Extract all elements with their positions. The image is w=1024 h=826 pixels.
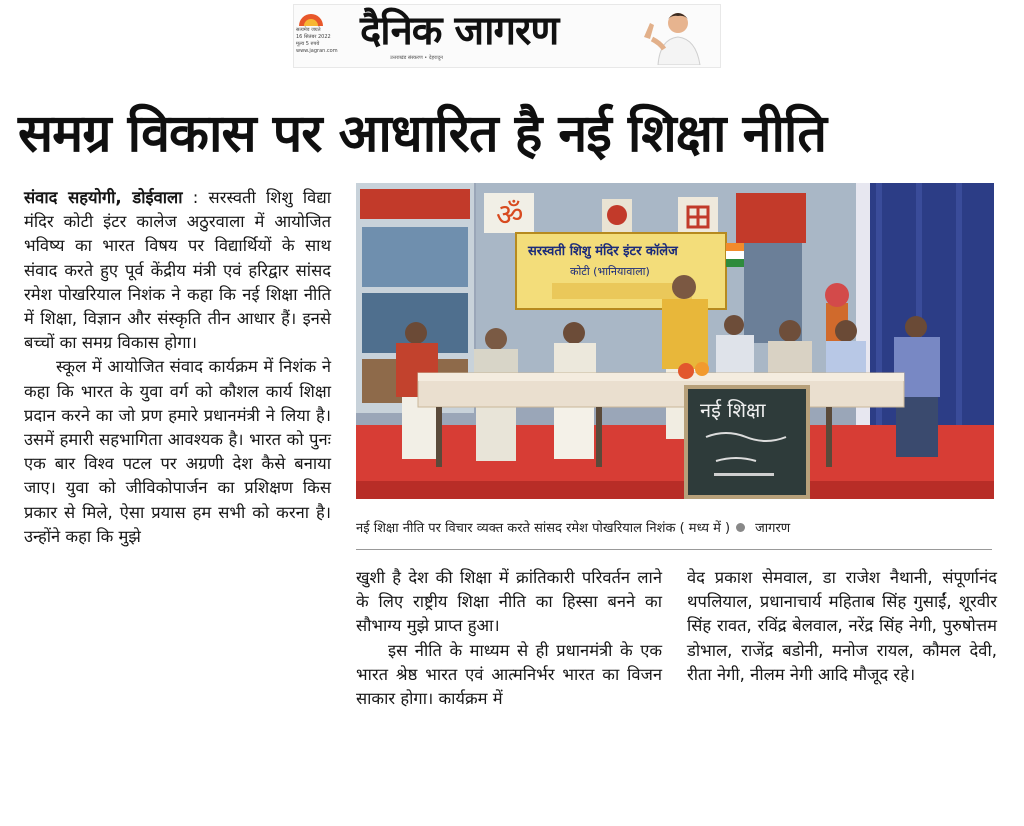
article-column-right bbox=[687, 566, 997, 687]
article-paragraph: वेद प्रकाश सेमवाल, डा राजेश नैथानी, संपूर्णानंद थपलियाल, प्रधानाचार्य महिताब सिंह गुसाईं, शूरवीर सिंह रावत, रविंद्र बेलवाल, नरेंद्र सिंह नेगी, पुरुषोत्तम डोभाल, राजेंद्र बडोनी, मनोज रायल, कौमल देवी, रीता नेगी, नीलम नेगी आदि मौजूद रहे। bbox=[687, 568, 997, 684]
sun-logo-icon bbox=[296, 11, 326, 27]
masthead bbox=[293, 4, 721, 68]
banner-subtitle: कोटी (भानियावाला) bbox=[570, 265, 650, 278]
mascot-figure-icon bbox=[634, 9, 716, 65]
article-column-left bbox=[24, 186, 331, 549]
article-column-middle bbox=[356, 566, 662, 711]
caption-credit: जागरण bbox=[755, 521, 791, 536]
caption-text: नई शिक्षा नीति पर विचार व्यक्त करते सांसद रमेश पोखरियाल निशंक ( मध्य में ) bbox=[356, 521, 731, 536]
caption-bullet-icon bbox=[736, 523, 745, 532]
event-photo bbox=[356, 183, 994, 499]
masthead-side-info: सत्यमेव जयते 16 सितंबर 2022 मूल्य 5 रुपये www.jagran.com bbox=[296, 27, 338, 54]
svg-text:ॐ: ॐ bbox=[496, 198, 524, 233]
chalkboard-text: नई शिक्षा bbox=[700, 398, 766, 422]
article-paragraph: खुशी है देश की शिक्षा में क्रांतिकारी परिवर्तन लाने के लिए राष्ट्रीय शिक्षा नीति का हिस्सा बनने का सौभाग्य मुझे प्राप्त हुआ। bbox=[356, 568, 662, 636]
photo-caption bbox=[356, 520, 996, 538]
article-paragraph bbox=[24, 186, 331, 355]
byline: संवाद सहयोगी, डोईवाला bbox=[24, 188, 183, 207]
caption-divider bbox=[356, 549, 992, 550]
article-paragraph: स्कूल में आयोजित संवाद कार्यक्रम में निशंक ने कहा कि भारत के युवा वर्ग को कौशल कार्य शिक्षा प्रदान करने का जो प्रण हमारे प्रधानमंत्री ने लिया है। उसमें हमारी सहभागिता आवश्यक है। भारत को पुनः एक बार विश्व पटल पर अग्रणी देश कैसे बनाया जाए। युवा को जीविकोपार्जन का प्रशिक्षण किस प्रकार से मिले, ऐसा प्रयास हम सभी को करना है। उन्होंने कहा कि मुझे bbox=[24, 357, 331, 546]
banner-title: सरस्वती शिशु मंदिर इंटर कॉलेज bbox=[528, 244, 678, 259]
lead-text: : सरस्वती शिशु विद्या मंदिर कोटी इंटर कालेज अठुरवाला में आयोजित भविष्य का भारत विषय पर विद्यार्थियों के साथ संवाद करते हुए पूर्व केंद्रीय मंत्री एवं हरिद्वार सांसद रमेश पोखरियाल निशंक ने कहा कि नई शिक्षा नीति में शिक्षा, विज्ञान और संस्कृति तीन आधार हैं। इनसे बच्चों का समग्र विकास होगा। bbox=[24, 188, 332, 353]
masthead-strapline: उत्तराखंड संस्करण • देहरादून bbox=[390, 55, 443, 61]
headline: समग्र विकास पर आधारित है नई शिक्षा नीति bbox=[18, 104, 827, 164]
masthead-title: दैनिक जागरण bbox=[360, 8, 559, 54]
article-paragraph: इस नीति के माध्यम से ही प्रधानमंत्री के एक भारत श्रेष्ठ भारत एवं आत्मनिर्भर भारत का विजन साकार होगा। कार्यक्रम में bbox=[356, 640, 662, 709]
